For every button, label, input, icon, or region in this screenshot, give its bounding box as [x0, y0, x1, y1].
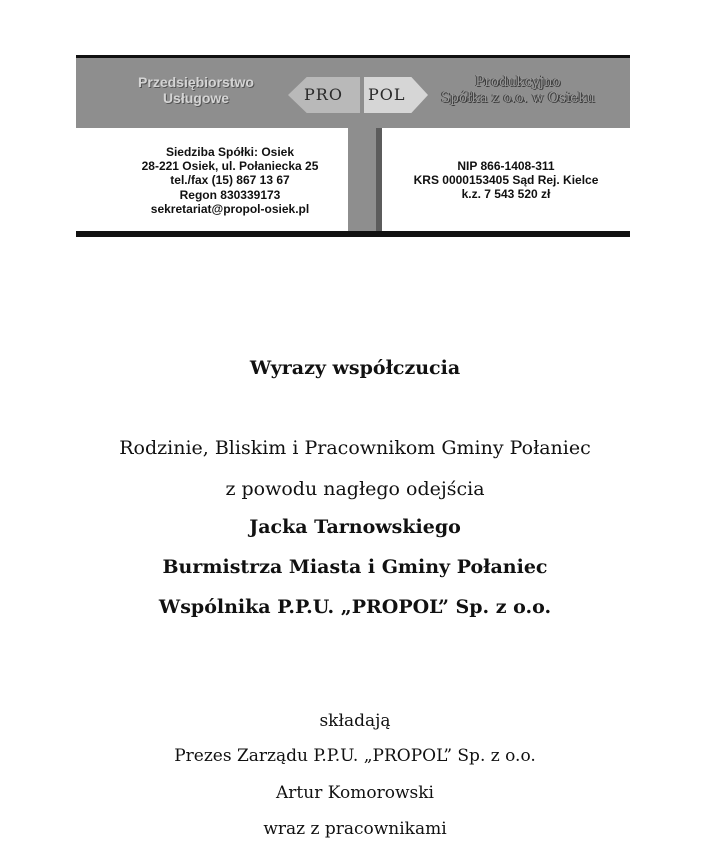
logo-text-pro: PRO [304, 85, 343, 104]
signature-name: Artur Komorowski [276, 783, 434, 803]
regon-line: Regon 830339173 [179, 187, 281, 202]
deceased-partner-role: Wspólnika P.P.U. „PROPOL” Sp. z o.o. [158, 596, 552, 618]
company-registration [382, 159, 630, 202]
signature-title: Prezes Zarządu P.P.U. „PROPOL” Sp. z o.o. [174, 746, 536, 766]
capital-line: k.z. 7 543 520 zł [461, 187, 551, 202]
signature-note: wraz z pracownikami [263, 819, 447, 839]
deceased-role: Burmistrza Miasta i Gminy Połaniec [162, 556, 548, 578]
signature-verb: składają [319, 711, 391, 731]
company-name-left: Przedsiębiorstwo Usługowe [138, 74, 254, 106]
company-name-right: Produkcyjno Spółka z o.o. w Osieku [441, 74, 595, 106]
krs-line: KRS 0000153405 Sąd Rej. Kielce [413, 173, 599, 188]
addressee-line: Rodzinie, Bliskim i Pracownikom Gminy Połaniec [119, 437, 591, 459]
letterhead-bottom-rule [76, 231, 630, 237]
document-title: Wyrazy współczucia [249, 357, 461, 379]
address-line: Siedziba Spółki: Osiek [165, 145, 295, 159]
logo-text-pol: POL [368, 85, 406, 104]
reason-line: z powodu nagłego odejścia [225, 478, 485, 500]
deceased-name: Jacka Tarnowskiego [249, 516, 461, 538]
company-letterhead [76, 55, 630, 237]
nip-line: NIP 866-1408-311 [457, 159, 555, 173]
company-address [110, 145, 350, 216]
address-line: 28-221 Osiek, ul. Połaniecka 25 [141, 159, 319, 174]
email-line: sekretariat@propol-osiek.pl [150, 201, 310, 216]
phone-line: tel./fax (15) 867 13 67 [170, 173, 290, 188]
